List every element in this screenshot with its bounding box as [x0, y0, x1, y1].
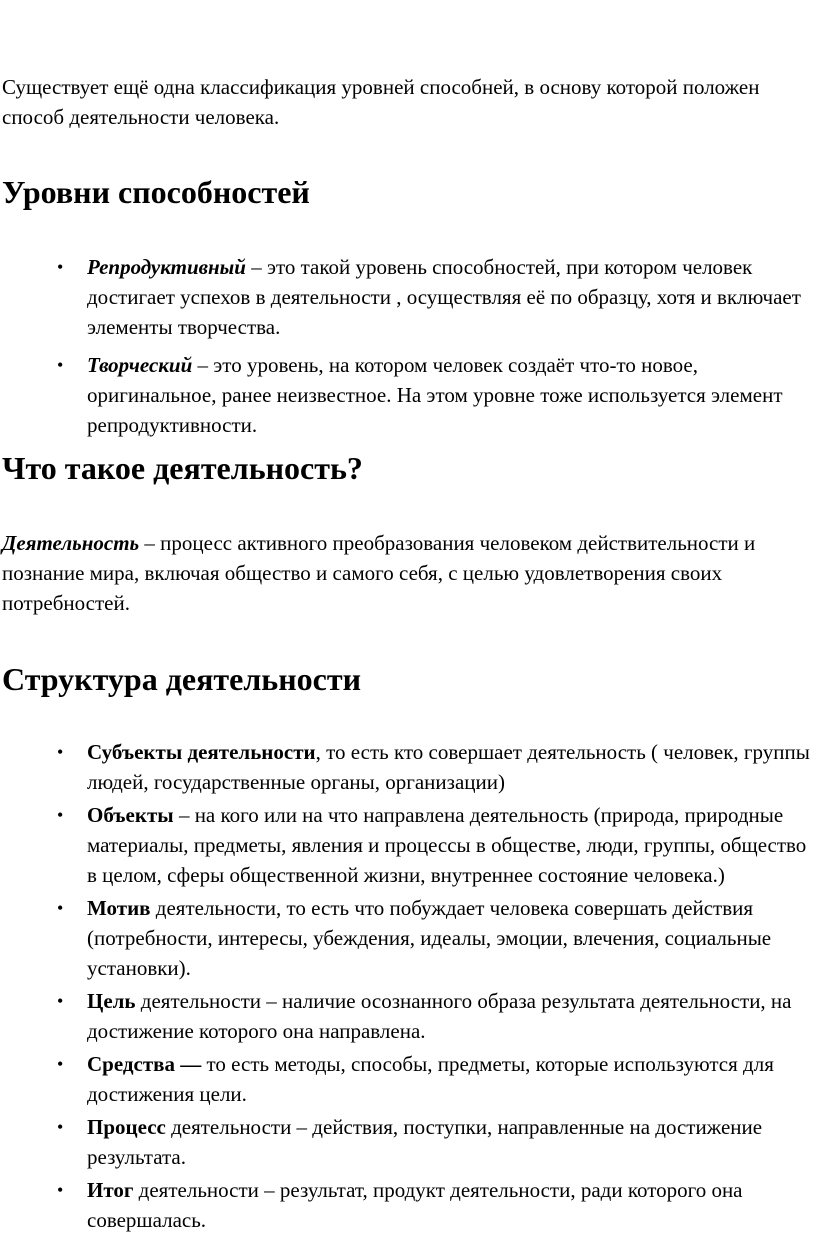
bullet-icon: •: [57, 1117, 64, 1137]
definition-text: деятельности, то есть что побуждает человека совершать действия (потребности, интересы, убеждения, идеалы, эмоции, влечения, социальные установки).: [87, 896, 772, 980]
heading-structure: Структура деятельности: [2, 661, 361, 697]
bullet-icon: •: [57, 805, 64, 825]
list-item: [0, 1175, 816, 1235]
definition-text: деятельности – действия, поступки, направленные на достижение результата.: [87, 1115, 763, 1169]
list-item: [0, 737, 816, 797]
definition-text: то есть методы, способы, предметы, которые используются для достижения цели.: [87, 1052, 774, 1106]
heading-levels: Уровни способностей: [2, 174, 310, 210]
definition-text: деятельности – результат, продукт деятельности, ради которого она совершалась.: [87, 1178, 743, 1232]
term-means: Средства —: [87, 1052, 202, 1076]
list-item: [0, 986, 816, 1046]
definition-text: – на кого или на что направлена деятельность (природа, природные материалы, предметы, явления и процессы в обществе, люди, группы, общество в целом, сферы общественной жизни, внутреннее состояние человека.): [87, 803, 807, 887]
bullet-icon: •: [57, 898, 64, 918]
list-item: [0, 1049, 816, 1109]
bullet-icon: •: [57, 742, 64, 762]
activity-definition: [2, 528, 814, 618]
definition-text: – процесс активного преобразования человеком действительности и познание мира, включая общество и самого себя, с целью удовлетворения своих потребностей.: [2, 531, 756, 615]
definition-text: – это такой уровень способностей, при котором человек достигает успехов в деятельности , осуществляя её по образцу, хотя и включает элементы творчества.: [87, 255, 801, 339]
term-objects: Объекты: [87, 803, 174, 827]
term-subjects: Субъекты деятельности: [87, 740, 316, 764]
structure-list: [0, 737, 816, 1235]
list-item: [0, 252, 816, 342]
definition-text: , то есть кто совершает деятельность ( человек, группы людей, государственные органы, организации): [87, 740, 810, 794]
term-process: Процесс: [87, 1115, 166, 1139]
levels-list: [0, 252, 816, 440]
definition-text: деятельности – наличие осознанного образа результата деятельности, на достижение которого она направлена.: [87, 989, 792, 1043]
definition-text: – это уровень, на котором человек создаёт что-то новое, оригинальное, ранее неизвестное. На этом уровне тоже используется элемент репродуктивности.: [87, 353, 783, 437]
term-reproductive: Репродуктивный: [87, 255, 246, 279]
term-creative: Творческий: [87, 353, 193, 377]
list-item: [0, 893, 816, 983]
heading-activity: Что такое деятельность?: [2, 450, 363, 486]
bullet-icon: •: [57, 355, 64, 375]
list-item: [0, 1112, 816, 1172]
term-motive: Мотив: [87, 896, 151, 920]
bullet-icon: •: [57, 991, 64, 1011]
bullet-icon: •: [57, 1180, 64, 1200]
list-item: [0, 350, 816, 440]
list-item: [0, 800, 816, 890]
term-goal: Цель: [87, 989, 136, 1013]
term-result: Итог: [87, 1178, 134, 1202]
bullet-icon: •: [57, 1054, 64, 1074]
bullet-icon: •: [57, 257, 64, 277]
intro-paragraph: Существует ещё одна классификация уровней способней, в основу которой положен способ деятельности человека.: [2, 75, 760, 129]
term-activity: Деятельность: [2, 531, 140, 555]
